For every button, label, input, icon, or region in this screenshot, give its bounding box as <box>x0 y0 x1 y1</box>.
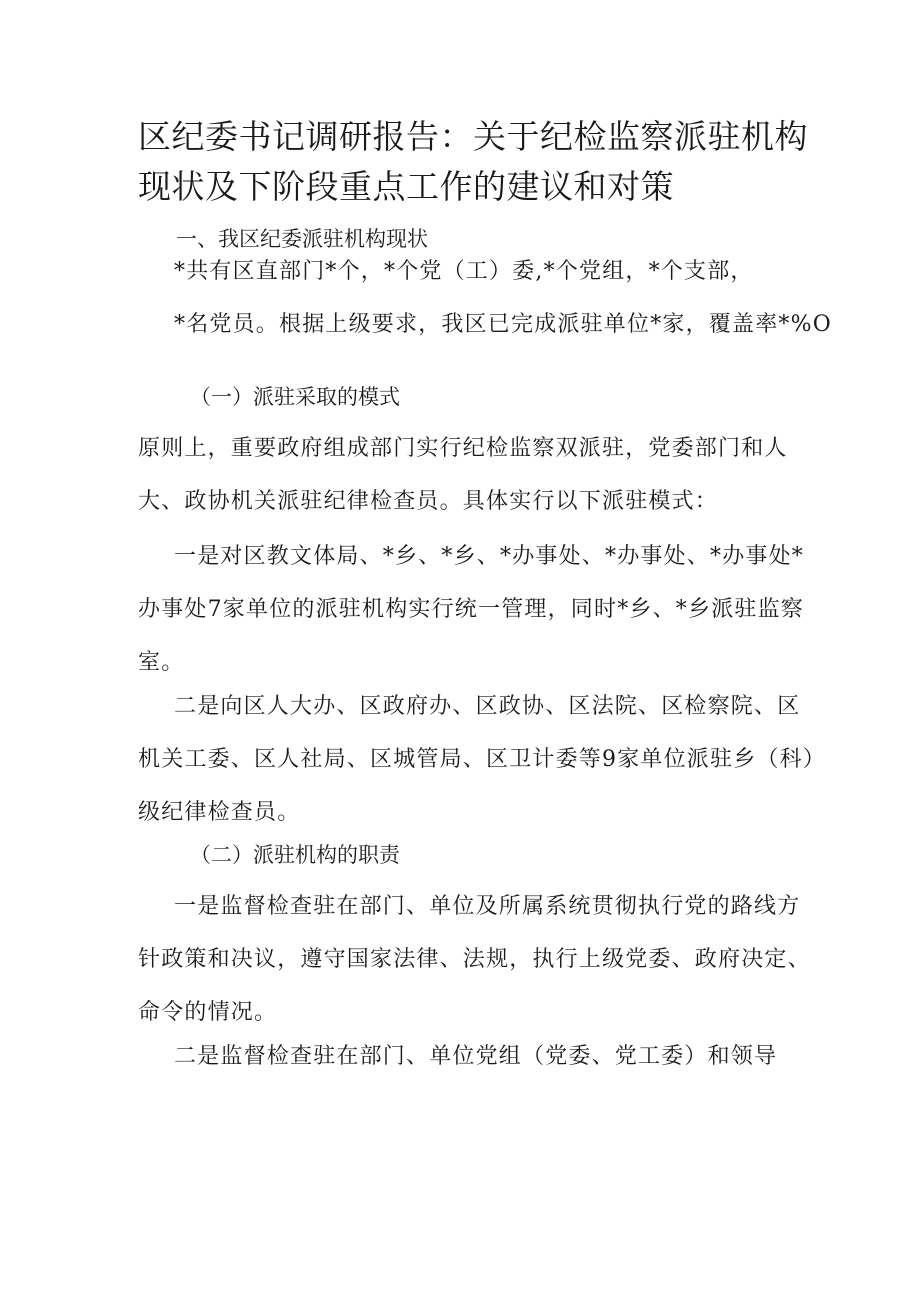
paragraph-duty-two <box>138 1030 792 1083</box>
paragraph-line: 原则上，重要政府组成部门实行纪检监察双派驻，党委部门和人 <box>138 436 788 461</box>
paragraph-mode-two <box>138 680 826 839</box>
paragraph-line: *共有区直部门*个，*个党（工）委,*个党组，*个支部， <box>174 259 754 284</box>
paragraph-line: 级纪律检查员。 <box>138 800 301 825</box>
paragraph-duty-one <box>138 880 811 1039</box>
paragraph-line: 室。 <box>138 650 185 675</box>
subsection-heading-duties: （二）派驻机构的职责 <box>190 843 400 867</box>
paragraph-line: 二是向区人大办、区政府办、区政协、区法院、区检察院、区 <box>174 694 801 719</box>
paragraph-line: 二是监督检查驻在部门、单位党组（党委、党工委）和领导 <box>174 1044 778 1069</box>
paragraph-line: *名党员。根据上级要求，我区已完成派驻单位*家，覆盖率*%O <box>174 312 832 337</box>
paragraph-line: 针政策和决议，遵守国家法律、法规，执行上级党委、政府决定、 <box>138 947 811 972</box>
paragraph-line: 一是对区教文体局、*乡、*乡、*办事处、*办事处、*办事处* <box>174 544 805 569</box>
paragraph-principle <box>138 422 792 528</box>
paragraph-line: 大、政协机关派驻纪律检查员。具体实行以下派驻模式： <box>138 489 719 514</box>
document-title <box>138 112 808 212</box>
paragraph-line: 命令的情况。 <box>138 1000 278 1025</box>
paragraph-line: 机关工委、区人社局、区城管局、区卫计委等9家单位派驻乡（科） <box>138 747 826 772</box>
paragraph-line: 一是监督检查驻在部门、单位及所属系统贯彻执行党的路线方 <box>174 894 801 919</box>
title-line: 现状及下阶段重点工作的建议和对策 <box>138 167 674 206</box>
paragraph-mode-one <box>138 530 805 689</box>
section-heading-current-status: 一、我区纪委派驻机构现状 <box>176 227 428 251</box>
paragraph-line: 办事处7家单位的派驻机构实行统一管理，同时*乡、*乡派驻监察 <box>138 597 804 622</box>
subsection-heading-mode: （一）派驻采取的模式 <box>190 385 400 409</box>
title-line: 区纪委书记调研报告：关于纪检监察派驻机构 <box>138 117 808 156</box>
paragraph-overview <box>138 245 832 351</box>
